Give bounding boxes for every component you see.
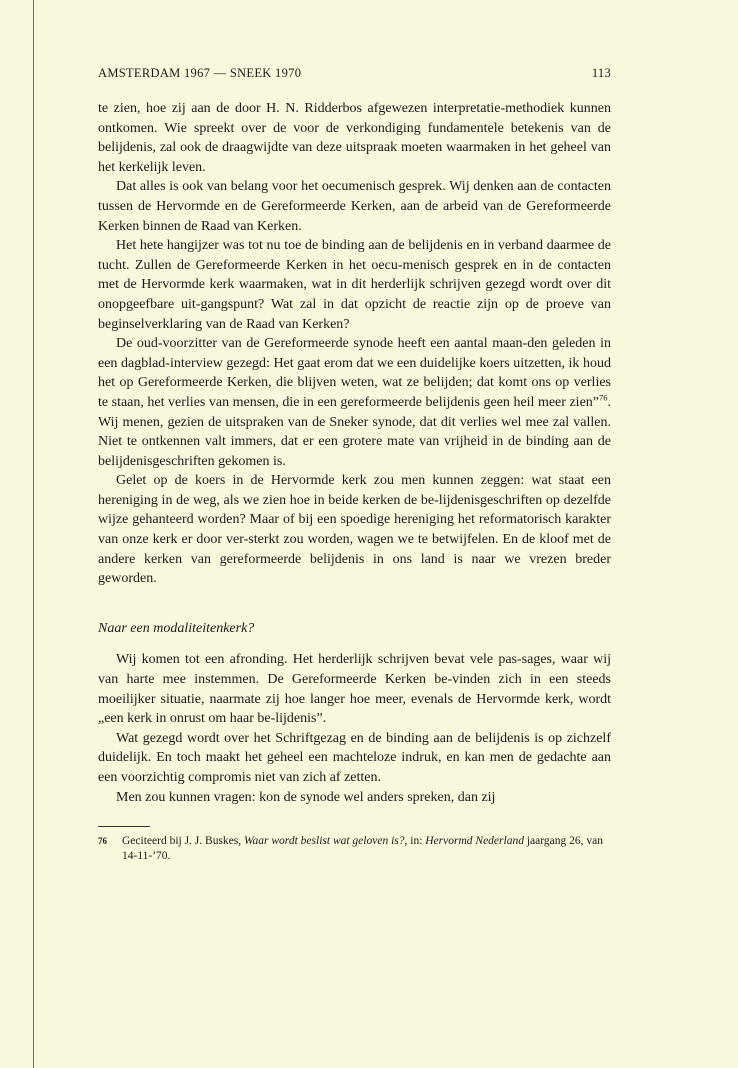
footnote-journal: Hervormd Nederland [425, 835, 524, 848]
footnote-title: Waar wordt beslist wat geloven is? [244, 835, 405, 848]
footnote-divider [98, 826, 150, 827]
footnote-reference[interactable]: 76 [599, 392, 608, 403]
paragraph: Men zou kunnen vragen: kon de synode wel anders spreken, dan zij [116, 789, 496, 805]
footnote-number: 76 [98, 836, 107, 847]
paragraph: Het hete hangijzer was tot nu toe de binding aan de belijdenis en in verband daarmee de tucht. Zullen de Gereformeerde Kerken in het oecu-menisch gesprek en in de contacten met de Hervormde kerk waarmaken, wat in dit herderlijk schrijven gezegd wordt over dit onopgeefbare uit-gangspunt? Wat zal in dat opzicht de reactie zijn op de proeve van beginselverklaring van de Raad van Kerken? [98, 238, 611, 332]
running-header [98, 66, 611, 81]
quote-text-before: De oud-voorzitter van de Gereformeerde synode heeft een aantal maan-den geleden in een dagblad-interview gezegd: Het gaat erom dat we een duidelijke koers uitzetten, ik houd het op Gereformeerde Kerken, die blijven weten, wat ze belijden; dat komt ons op verlies te staan, het verlies van mensen, die in een gereformeerde belijdenis geen heil meer zien” [98, 336, 611, 410]
paragraph: Gelet op de koers in de Hervormde kerk zou men kunnen zeggen: wat staat een hereniging in de weg, als we zien hoe in beide kerken de be-lijdenisgeschriften op dezelfde wijze gehanteerd worden? Maar of bij een spoedige hereniging het reformatorisch karakter van onze kerk er door ver-sterkt zou worden, wagen we te betwijfelen. En de kloof met de andere kerken van gereformeerde belijdenis in ons land is naar we vrezen breder geworden. [98, 473, 611, 587]
paragraph: Wat gezegd wordt over het Schriftgezag en de binding aan de belijdenis is op zichzelf duidelijk. En toch maakt het geheel een machteloze indruk, en kan men de gedachte aan een voorzichtig compromis niet van zich af zetten. [98, 730, 611, 785]
page-binding-edge [33, 0, 34, 1068]
footnote-lead: Geciteerd bij J. J. Buskes, [122, 835, 242, 848]
footnote [98, 834, 611, 864]
section-heading: Naar een modaliteitenkerk? [98, 620, 255, 636]
paragraph: Dat alles is ook van belang voor het oecumenisch gesprek. Wij denken aan de contacten tussen de Hervormde en de Gereformeerde Kerken, aan de arbeid van de Gereformeerde Kerken binnen de Raad van Kerken. [98, 179, 611, 234]
page-number: 113 [591, 66, 611, 80]
footnote-tail: jaargang 26, van 14-11-’70. [122, 835, 603, 863]
paragraph: Wij komen tot een afronding. Het herderlijk schrijven bevat vele pas-sages, waar wij van harte mee instemmen. De Gereformeerde Kerken be-vinden zich in een steeds moeilijker situatie, naarmate zij hoe langer hoe meer, evenals de Hervormde kerk, wordt „een kerk in onrust om haar be-lijdenis”. [98, 652, 611, 727]
paragraph: te zien, hoe zij aan de door H. N. Ridderbos afgewezen interpretatie-methodiek kunnen ontkomen. Wie spreekt over de voor de verkondiging fundamentele betekenis van de belijdenis, zal ook de draagwijdte van deze uitspraak moeten waarmaken in het geheel van het kerkelijk leven. [98, 101, 611, 175]
running-title: AMSTERDAM 1967 — SNEEK 1970 [98, 66, 302, 80]
book-page [98, 66, 611, 864]
main-text [98, 99, 611, 807]
footnote-mid: , in: [404, 835, 423, 848]
quote-text-after: . Wij menen, gezien de uitspraken van de Sneker synode, dat dit verlies wel mee zal vallen. Niet te ontkennen valt immers, dat er een grotere mate van vrijheid in de binding aan de belijdenisgeschriften gekomen is. [98, 394, 611, 469]
paragraph-with-note [98, 334, 611, 471]
